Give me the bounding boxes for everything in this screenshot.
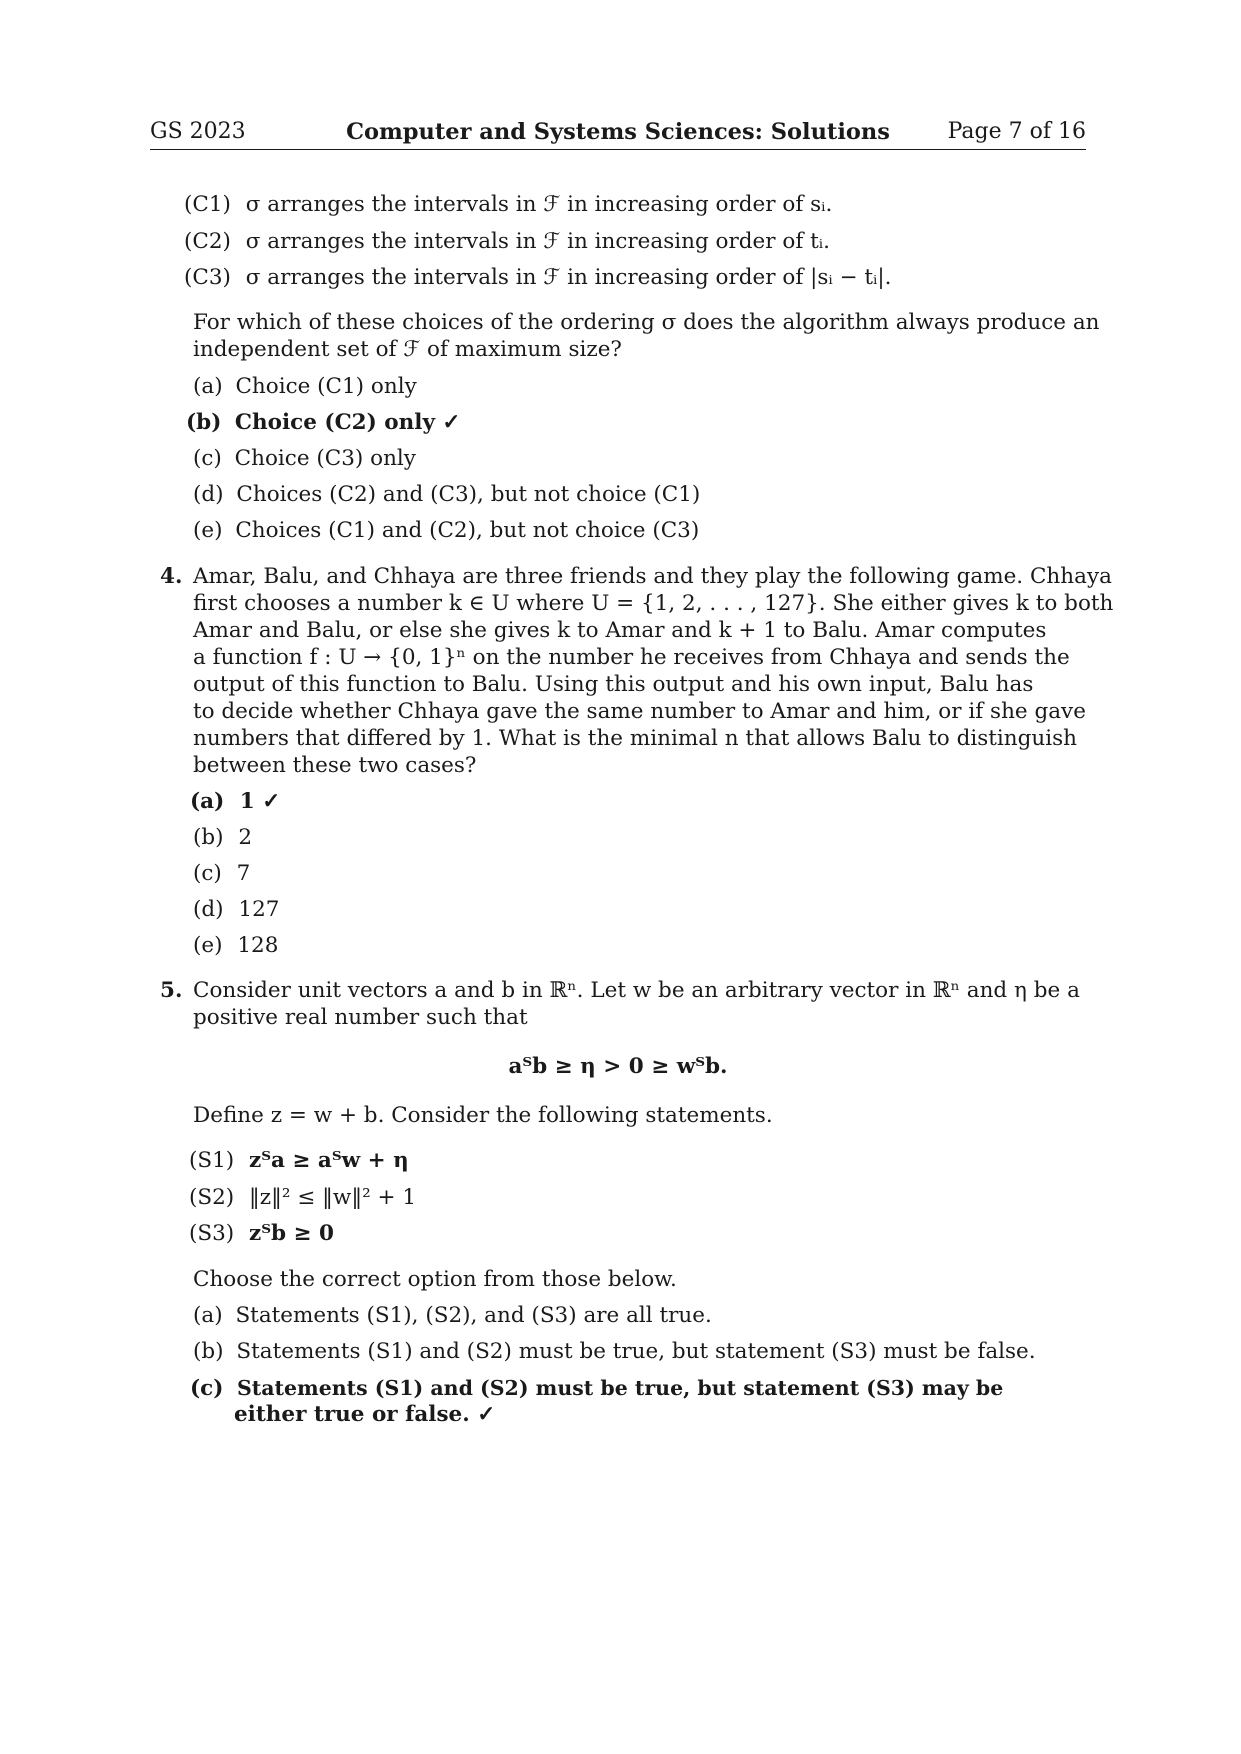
q5-line1: Consider unit vectors a and b in ℝⁿ. Let w be an arbitrary vector in ℝⁿ and η be a [193, 978, 1080, 1003]
header-exam: GS 2023 [150, 119, 246, 144]
q4-line: output of this function to Balu. Using this output and his own input, Balu has [193, 672, 1034, 697]
page-header [150, 117, 1086, 150]
q3-option-c: (c) Choice (C3) only [193, 446, 416, 471]
q5-line2: positive real number such that [193, 1005, 528, 1030]
q3-choice-c1: (C1) σ arranges the intervals in ℱ in increasing order of sᵢ. [184, 192, 833, 217]
q5-choose: Choose the correct option from those below. [193, 1267, 677, 1292]
q4-line: Amar and Balu, or else she gives k to Amar and k + 1 to Balu. Amar computes [193, 618, 1047, 643]
q4-option-e: (e) 128 [193, 933, 279, 958]
q4-line: a function f : U → {0, 1}ⁿ on the number he receives from Chhaya and sends the [193, 645, 1070, 670]
q3-option-d: (d) Choices (C2) and (C3), but not choice (C1) [193, 482, 701, 507]
q5-number: 5. [160, 978, 183, 1003]
q4-line: between these two cases? [193, 753, 477, 778]
q4-line: first chooses a number k ∈ U where U = {1, 2, . . . , 127}. She either gives k to both [193, 591, 1114, 616]
q3-choice-c3: (C3) σ arranges the intervals in ℱ in increasing order of |sᵢ − tᵢ|. [184, 265, 892, 290]
q5-option-a: (a) Statements (S1), (S2), and (S3) are all true. [193, 1303, 712, 1328]
q3-prompt-line1: For which of these choices of the ordering σ does the algorithm always produce an [193, 310, 1100, 335]
q4-line: Amar, Balu, and Chhaya are three friends and they play the following game. Chhaya [193, 564, 1112, 589]
header-page-number: Page 7 of 16 [947, 119, 1086, 144]
q5-option-c-correct: (c) Statements (S1) and (S2) must be true, but statement (S3) may be [190, 1376, 1004, 1401]
q4-option-a-correct: (a) 1 ✓ [190, 789, 281, 814]
q5-equation: aᵀb ≥ η > 0 ≥ wᵀb. [508, 1054, 728, 1079]
q4-line: numbers that differed by 1. What is the minimal n that allows Balu to distinguish [193, 726, 1077, 751]
q5-option-c-continuation: either true or false. ✓ [234, 1402, 496, 1427]
q4-option-b: (b) 2 [193, 825, 253, 850]
q5-statement-s2: (S2) ‖z‖² ≤ ‖w‖² + 1 [189, 1185, 417, 1210]
q4-option-c: (c) 7 [193, 861, 251, 886]
q5-define: Define z = w + b. Consider the following statements. [193, 1103, 773, 1128]
q4-number: 4. [160, 564, 183, 589]
q5-statement-s1: (S1) zᵀa ≥ aᵀw + η [189, 1148, 409, 1173]
q3-prompt-line2: independent set of ℱ of maximum size? [193, 337, 622, 362]
q5-option-b: (b) Statements (S1) and (S2) must be true, but statement (S3) must be false. [193, 1339, 1036, 1364]
q3-option-b-correct: (b) Choice (C2) only ✓ [186, 410, 461, 435]
q3-choice-c2: (C2) σ arranges the intervals in ℱ in increasing order of tᵢ. [184, 229, 830, 254]
q3-option-a: (a) Choice (C1) only [193, 374, 417, 399]
q5-statement-s3: (S3) zᵀb ≥ 0 [189, 1221, 334, 1246]
q3-option-e: (e) Choices (C1) and (C2), but not choice (C3) [193, 518, 700, 543]
header-title: Computer and Systems Sciences: Solutions [346, 119, 890, 145]
q4-line: to decide whether Chhaya gave the same number to Amar and him, or if she gave [193, 699, 1086, 724]
q4-option-d: (d) 127 [193, 897, 280, 922]
